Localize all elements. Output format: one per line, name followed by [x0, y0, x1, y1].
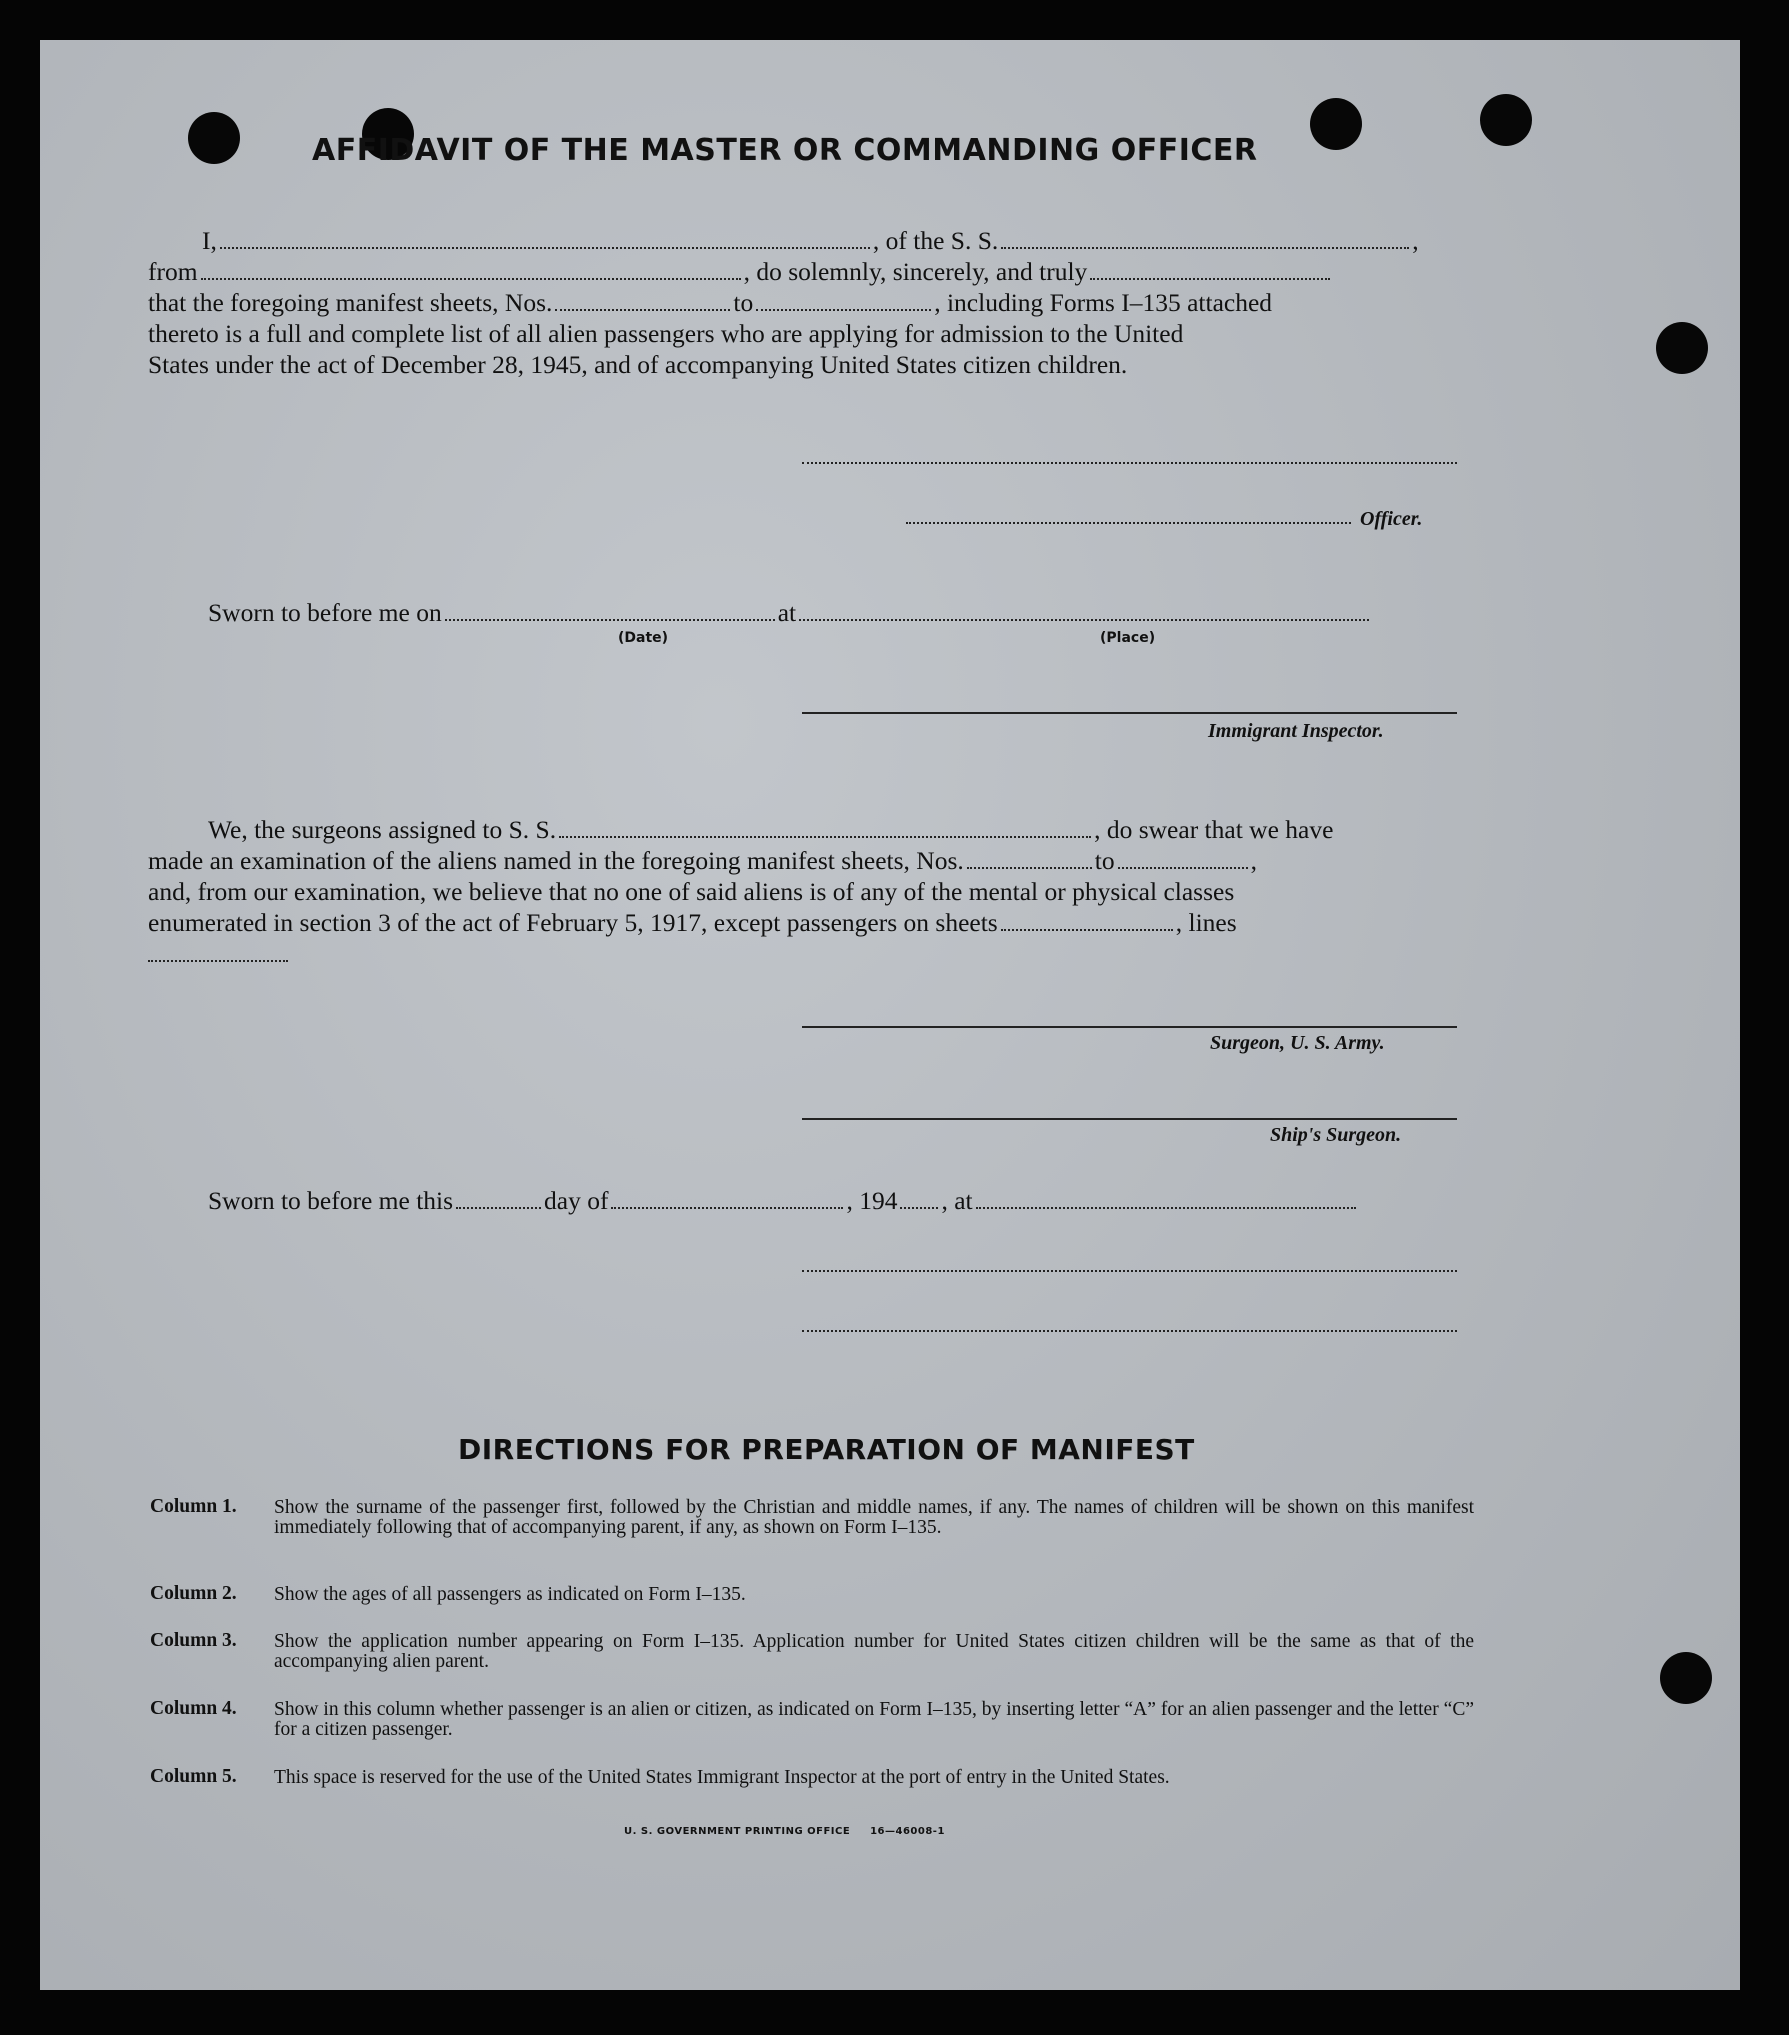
- place-caption: (Place): [1100, 630, 1156, 646]
- punch-hole: [1656, 322, 1708, 374]
- form-page: [40, 40, 1740, 1990]
- sworn-year-field[interactable]: [900, 1206, 938, 1209]
- affidavit-line-1: I, , of the S. S. ,: [202, 226, 1419, 255]
- sworn-line-1: Sworn to before me on at: [208, 598, 1372, 628]
- column-3-text: Show the application number appearing on Form I–135. Application number for United States citizen children will be the same as that of the accompanying alien parent.: [274, 1631, 1474, 1672]
- from-port-field[interactable]: [201, 277, 741, 280]
- ship-surgeon-signature-line[interactable]: [802, 1118, 1457, 1120]
- column-1-text: Show the surname of the passenger first, followed by the Christian and middle names, if any. The names of children will be shown on this manifest immediately following that of accompanying parent, if any, as shown on Form I–135.: [274, 1497, 1474, 1538]
- column-5-text: This space is reserved for the use of the United States Immigrant Inspector at the port of entry in the United States.: [274, 1767, 1170, 1788]
- column-2-label: Column 2.: [150, 1583, 237, 1604]
- army-surgeon-label: Surgeon, U. S. Army.: [1210, 1032, 1385, 1054]
- directions-title: DIRECTIONS FOR PREPARATION OF MANIFEST: [458, 1433, 1195, 1466]
- except-sheets-field[interactable]: [1001, 928, 1173, 931]
- column-3-label: Column 3.: [150, 1630, 237, 1651]
- army-surgeon-signature-line[interactable]: [802, 1026, 1457, 1028]
- sworn-day-field[interactable]: [456, 1206, 541, 1209]
- column-4-label: Column 4.: [150, 1698, 237, 1719]
- printer-imprint: U. S. GOVERNMENT PRINTING OFFICE 16—46008-1: [624, 1826, 945, 1837]
- sworn-signature-line-2[interactable]: [802, 1330, 1457, 1332]
- inspector-signature-line[interactable]: [802, 712, 1457, 714]
- column-2-text: Show the ages of all passengers as indicated on Form I–135.: [274, 1584, 746, 1605]
- punch-hole: [188, 112, 240, 164]
- date-caption: (Date): [618, 630, 669, 646]
- ship-name-field[interactable]: [1001, 246, 1409, 249]
- affidavit-line-2: from , do solemnly, sincerely, and truly: [148, 257, 1333, 287]
- sworn-at-field[interactable]: [976, 1206, 1356, 1209]
- officer-label: Officer.: [1360, 508, 1423, 530]
- punch-hole: [1310, 98, 1362, 150]
- surgeons-line-1: We, the surgeons assigned to S. S. , do swear that we have: [208, 815, 1334, 844]
- sworn-signature-line-1[interactable]: [802, 1270, 1457, 1272]
- master-name-field[interactable]: [220, 246, 870, 249]
- surgeon-sheet-from-field[interactable]: [967, 866, 1092, 869]
- surgeons-line-3: and, from our examination, we believe that no one of said aliens is of any of the mental or physical classes: [148, 877, 1235, 906]
- column-1-label: Column 1.: [150, 1496, 237, 1517]
- surgeons-line-4: enumerated in section 3 of the act of February 5, 1917, except passengers on sheets , lines: [148, 908, 1237, 937]
- sworn-place-field[interactable]: [799, 618, 1369, 621]
- column-5-label: Column 5.: [150, 1766, 237, 1787]
- lines-continuation-field[interactable]: [148, 960, 288, 962]
- surgeons-line-2: made an examination of the aliens named in the foregoing manifest sheets, Nos. to ,: [148, 846, 1257, 875]
- officer-title-line[interactable]: [906, 522, 1351, 524]
- oath-field[interactable]: [1090, 277, 1330, 280]
- column-4-text: Show in this column whether passenger is an alien or citizen, as indicated on Form I–135, by inserting letter “A” for an alien passenger and the letter “C” for a citizen passenger.: [274, 1699, 1474, 1740]
- sheet-to-field[interactable]: [756, 308, 931, 311]
- officer-signature-line[interactable]: [802, 462, 1457, 464]
- surgeon-sheet-to-field[interactable]: [1118, 866, 1248, 869]
- sworn-date-field[interactable]: [445, 618, 775, 621]
- sworn-month-field[interactable]: [611, 1206, 843, 1209]
- punch-hole: [1660, 1652, 1712, 1704]
- affidavit-line-5: States under the act of December 28, 1945, and of accompanying United States citizen children.: [148, 350, 1128, 379]
- page-title: AFFIDAVIT OF THE MASTER OR COMMANDING OFFICER: [312, 133, 1258, 168]
- sheet-from-field[interactable]: [555, 308, 730, 311]
- affidavit-line-4: thereto is a full and complete list of all alien passengers who are applying for admission to the United: [148, 319, 1184, 348]
- surgeon-ship-field[interactable]: [559, 835, 1091, 838]
- ship-surgeon-label: Ship's Surgeon.: [1270, 1124, 1402, 1146]
- inspector-label: Immigrant Inspector.: [1208, 720, 1384, 742]
- punch-hole: [1480, 94, 1532, 146]
- sworn-line-2: Sworn to before me this day of , 194 , at: [208, 1186, 1359, 1216]
- affidavit-line-3: that the foregoing manifest sheets, Nos. to , including Forms I–135 attached: [148, 288, 1273, 317]
